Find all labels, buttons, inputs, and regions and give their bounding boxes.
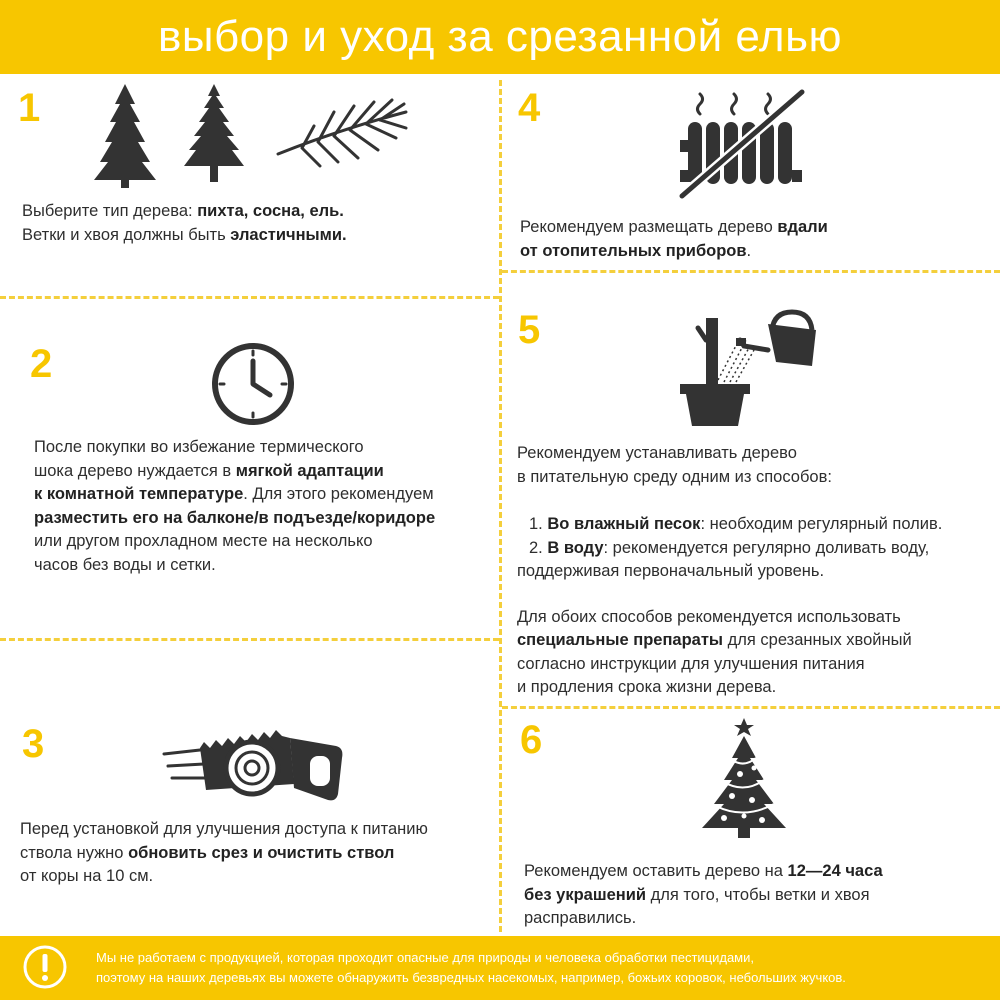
step-3-line1: Перед установкой для улучшения доступа к питанию — [20, 820, 428, 838]
divider-4-5 — [502, 270, 1000, 273]
step-6-line1: Рекомендуем оставить дерево на — [524, 862, 788, 880]
center-divider — [499, 80, 502, 932]
step-number-3: 3 — [22, 722, 45, 766]
step-1-tree-types: пихта, сосна, ель. — [197, 202, 344, 220]
step-6-no-decorations: без украшений — [524, 885, 647, 904]
step-5-line6: Для обоих способов рекомендуется использовать — [517, 607, 901, 626]
step-number-1: 1 — [18, 86, 41, 130]
pine-branch-icon — [278, 100, 406, 166]
warning-exclamation-icon — [22, 944, 68, 990]
step-6-line2: для того, чтобы ветки и хвоя — [646, 885, 870, 904]
header-banner — [0, 0, 1000, 74]
step-5-line1: Рекомендуем устанавливать дерево — [517, 444, 797, 462]
step-5-line5: поддерживая первоначальный уровень. — [517, 562, 825, 580]
watering-can-pot-icon — [676, 300, 826, 430]
step-1-line2: Ветки и хвоя должны быть — [22, 225, 231, 244]
step-2-place-balcony: разместить его на балконе/в подъезде/коридоре — [34, 508, 436, 527]
saw-cutting-log-icon — [160, 724, 350, 804]
step-2-room-temperature: к комнатной температуре — [34, 485, 244, 503]
step-5-line8: согласно инструкции для улучшения питания — [517, 654, 865, 673]
step-2-soft-adaptation: мягкой адаптации — [235, 461, 384, 480]
step-5-wet-sand: Во влажный песок — [547, 515, 701, 533]
spruce-tree-icon — [184, 84, 244, 182]
footer-line2: поэтому на наших деревьях вы можете обнаружить безвредных насекомых, например, божьих коровок, небольших жучков. — [96, 970, 846, 985]
divider-5-6 — [502, 706, 1000, 709]
clock-icon — [210, 341, 296, 427]
step-4-text — [520, 216, 990, 263]
step-5-special-preparations: специальные препараты — [517, 631, 724, 649]
footer-warning-banner — [0, 936, 1000, 1000]
step-number-4: 4 — [518, 86, 541, 130]
step-3-line3: от коры на 10 см. — [20, 867, 154, 885]
step-2-line6: часов без воды и сетки. — [34, 555, 216, 574]
step-5-line2: в питательную среду одним из способов: — [517, 467, 832, 486]
step-2-line5: или другом прохладном месте на несколько — [34, 532, 373, 550]
step-2-text — [34, 436, 499, 577]
step-3-text — [20, 818, 490, 889]
step-1-line1: Выберите тип дерева: — [22, 202, 198, 220]
step-3-renew-cut: обновить срез и очистить ствол — [128, 843, 395, 862]
step-5-option1-num: 1. — [529, 515, 548, 533]
step-5-into-water: В воду — [547, 538, 604, 557]
step-5-line7: для срезанных хвойный — [723, 631, 912, 649]
step-2-line1: После покупки во избежание термического — [34, 438, 364, 456]
footer-line1: Мы не работаем с продукцией, которая проходит опасные для природы и человека обработки пестицидами, — [96, 950, 754, 965]
step-6-text — [524, 860, 994, 931]
step-5-text — [517, 442, 997, 700]
step-5-option2-num: 2. — [529, 538, 548, 557]
step-6-line3: расправились. — [524, 909, 637, 927]
step-6-hours: 12—24 часа — [787, 862, 883, 880]
divider-2-3 — [0, 638, 499, 641]
step-2-line3: . Для этого рекомендуем — [243, 485, 434, 503]
step-5-line9: и продления срока жизни дерева. — [517, 678, 777, 696]
decorated-christmas-tree-icon — [694, 716, 794, 840]
step-number-6: 6 — [520, 718, 543, 762]
step-number-2: 2 — [30, 342, 53, 386]
fir-tree-icon — [94, 84, 156, 188]
tree-types-icons — [88, 82, 418, 188]
step-4-period: . — [746, 241, 752, 260]
step-3-line2: ствола нужно — [20, 843, 129, 862]
footer-text — [96, 948, 996, 988]
step-number-5: 5 — [518, 308, 541, 352]
step-1-text — [22, 200, 482, 247]
step-4-away: вдали — [777, 218, 828, 236]
step-4-heating-devices: от отопительных приборов — [520, 241, 747, 260]
step-2-line2: шока дерево нуждается в — [34, 461, 236, 480]
step-1-elastic: эластичными. — [230, 225, 347, 244]
divider-1-2 — [0, 296, 499, 299]
step-4-line1: Рекомендуем размещать дерево — [520, 218, 778, 236]
crossed-out-radiator-icon — [674, 88, 808, 200]
page-title: выбор и уход за срезанной елью — [157, 12, 843, 61]
step-5-option2-desc: : рекомендуется регулярно доливать воду, — [603, 538, 930, 557]
step-5-option1-desc: : необходим регулярный полив. — [700, 515, 943, 533]
